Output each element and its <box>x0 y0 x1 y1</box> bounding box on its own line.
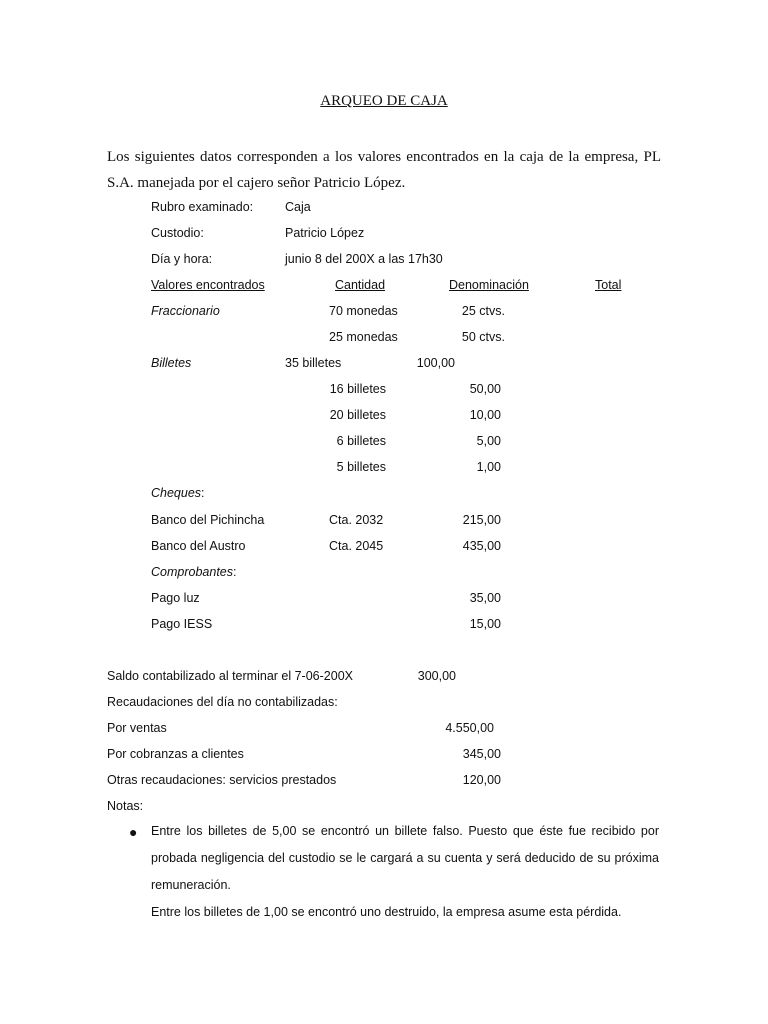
intro-paragraph: Los siguientes datos corresponden a los valores encontrados en la caja de la empresa, PL S.A. manejada por el cajero señor Patricio López. <box>107 149 661 191</box>
info-value-custodio: Patricio López <box>285 226 365 240</box>
recaudacion-value: 345,00 <box>462 747 501 761</box>
header-total: Total <box>595 278 622 292</box>
fraccionario-denominacion: 50 ctvs. <box>461 330 505 344</box>
header-denominacion: Denominación <box>449 278 529 292</box>
billetes-denominacion: 5,00 <box>476 434 501 448</box>
info-label-custodio: Custodio: <box>151 226 204 240</box>
cheque-banco: Banco del Austro <box>151 539 246 553</box>
fraccionario-label: Fraccionario <box>151 304 220 318</box>
fraccionario-denominacion: 25 ctvs. <box>461 304 505 318</box>
recaudacion-value: 4.550,00 <box>445 721 494 735</box>
fraccionario-cantidad: 70 monedas <box>329 304 398 318</box>
cheques-heading <box>151 485 205 501</box>
info-value-rubro: Caja <box>285 200 311 214</box>
page-title: ARQUEO DE CAJA <box>320 93 448 109</box>
nota-2: Entre los billetes de 1,00 se encontró uno destruido, la empresa asume esta pérdida. <box>151 905 622 919</box>
cheque-cuenta: Cta. 2032 <box>329 513 384 527</box>
billetes-cantidad: 16 billetes <box>329 382 386 396</box>
cheques-colon: : <box>201 486 205 500</box>
billetes-cantidad: 5 billetes <box>336 460 386 474</box>
notas-title: Notas: <box>107 799 144 813</box>
billetes-denominacion: 10,00 <box>469 408 501 422</box>
cheque-cuenta: Cta. 2045 <box>329 539 384 553</box>
recaudacion-label: Por cobranzas a clientes <box>107 747 244 761</box>
recaudaciones-title: Recaudaciones del día no contabilizadas: <box>107 695 338 709</box>
billetes-cantidad: 35 billetes <box>285 356 342 370</box>
cheque-valor: 435,00 <box>462 539 501 553</box>
cheques-label: Cheques <box>151 486 202 500</box>
saldo-value: 300,00 <box>417 669 456 683</box>
nota-1: Entre los billetes de 5,00 se encontró un billete falso. Puesto que éste fue recibido por probada negligencia del custodio se le cargará a su cuenta y será deducido de su próxima remuneración. <box>151 824 659 892</box>
header-cantidad: Cantidad <box>335 278 386 292</box>
billetes-denominacion: 50,00 <box>469 382 501 396</box>
header-valores: Valores encontrados <box>151 278 265 292</box>
billetes-denominacion: 100,00 <box>416 356 455 370</box>
recaudacion-label: Otras recaudaciones: servicios prestados <box>107 773 337 787</box>
fraccionario-cantidad: 25 monedas <box>329 330 398 344</box>
saldo-label: Saldo contabilizado al terminar el 7-06-200X <box>107 669 353 683</box>
info-label-dia: Día y hora: <box>151 252 213 266</box>
billetes-label: Billetes <box>151 356 192 370</box>
recaudacion-label: Por ventas <box>107 721 167 735</box>
info-label-rubro: Rubro examinado: <box>151 200 254 214</box>
recaudacion-value: 120,00 <box>462 773 501 787</box>
bullet-icon: ● <box>129 824 138 840</box>
info-value-dia: junio 8 del 200X a las 17h30 <box>285 252 443 266</box>
billetes-cantidad: 20 billetes <box>329 408 386 422</box>
comprobante-valor: 35,00 <box>469 591 501 605</box>
billetes-cantidad: 6 billetes <box>336 434 386 448</box>
comprobantes-label: Comprobantes <box>151 565 233 579</box>
comprobante-concepto: Pago IESS <box>151 617 213 631</box>
billetes-denominacion: 1,00 <box>476 460 501 474</box>
comprobantes-heading <box>151 564 236 580</box>
cheque-valor: 215,00 <box>462 513 501 527</box>
comprobantes-colon: : <box>233 565 237 579</box>
cheque-banco: Banco del Pichincha <box>151 513 265 527</box>
comprobante-valor: 15,00 <box>469 617 501 631</box>
comprobante-concepto: Pago luz <box>151 591 200 605</box>
